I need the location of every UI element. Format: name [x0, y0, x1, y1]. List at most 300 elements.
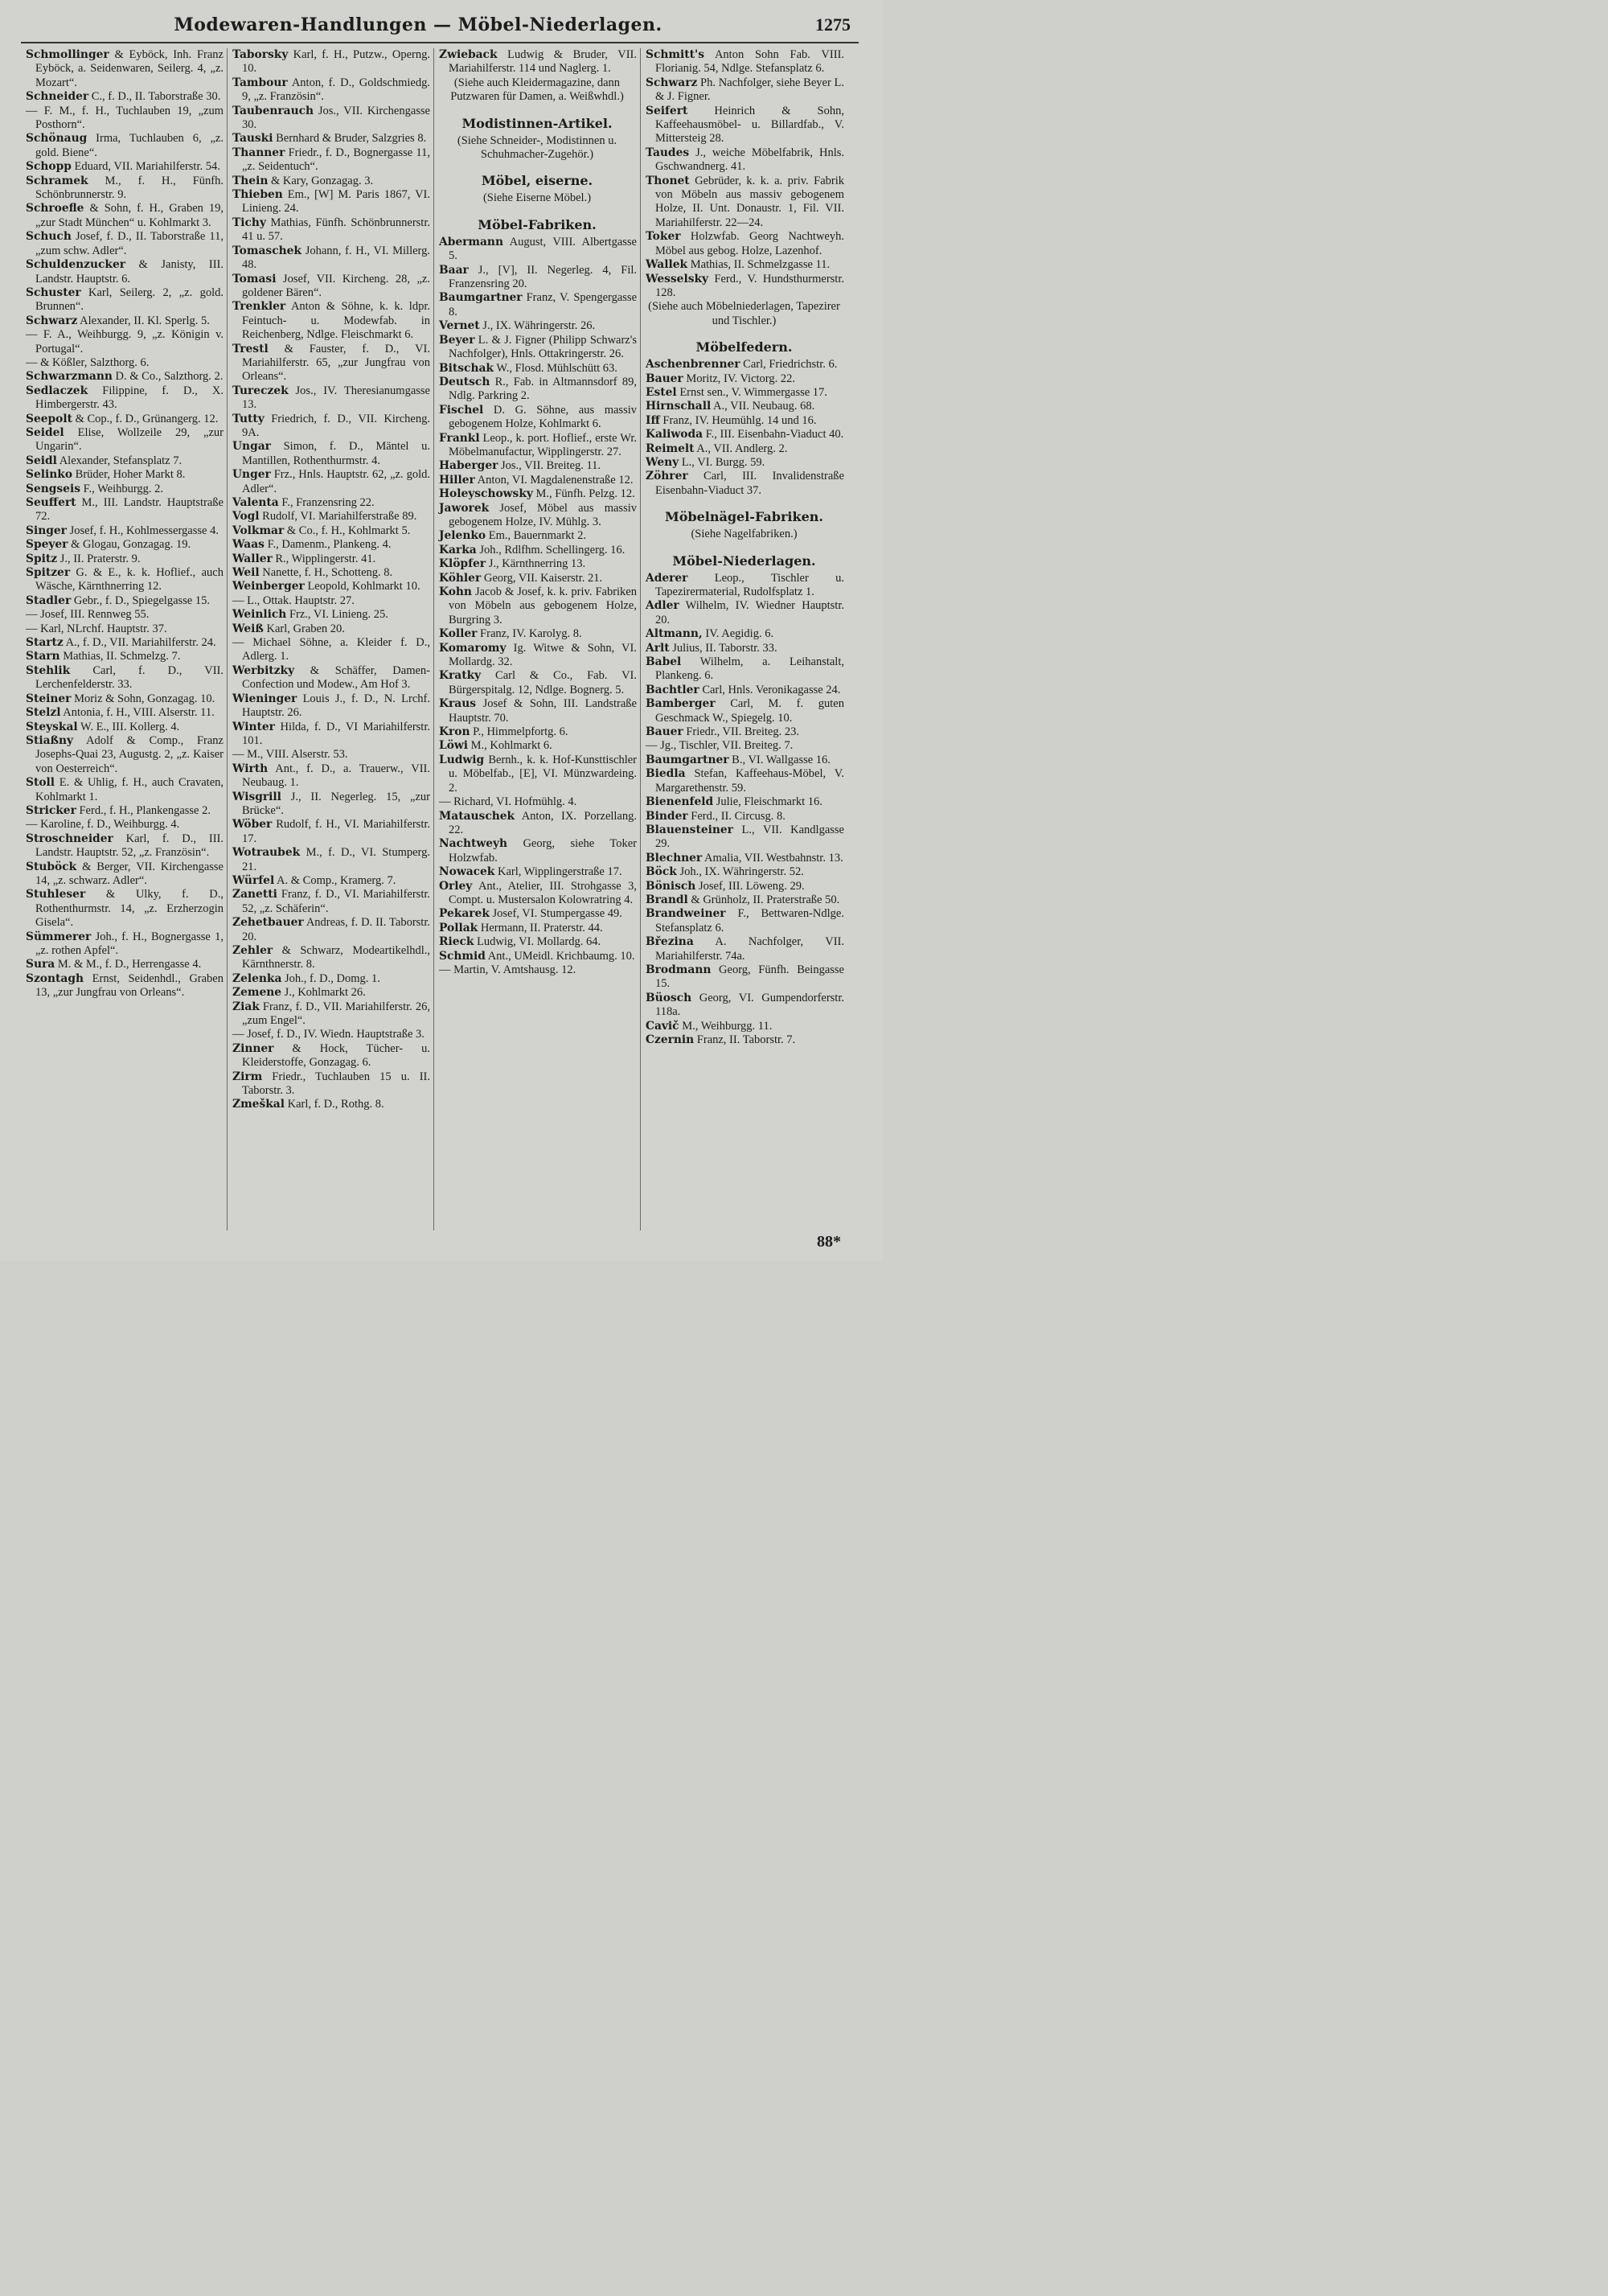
entry-name: Köhler — [439, 571, 482, 585]
directory-entry — [231, 48, 430, 76]
directory-entry — [644, 273, 844, 301]
entry-details: — Richard, VI. Hofmühlg. 4. — [439, 795, 577, 809]
entry-name: Wisgrill — [232, 790, 281, 803]
entry-name: Kratky — [439, 669, 482, 683]
directory-entry — [437, 376, 637, 404]
entry-name: Steyskal — [26, 720, 78, 733]
cross-reference-note: (Siehe auch Möbelniederlagen, Tapezirer und Tischler.) — [648, 300, 840, 327]
entry-name: Unger — [232, 468, 271, 482]
directory-entry — [644, 852, 844, 865]
directory-entry — [231, 692, 430, 721]
entry-name: Aderer — [646, 571, 688, 585]
entry-details: E. & Uhlig, f. H., auch Cravaten, Kohlmarkt 1. — [35, 776, 224, 803]
entry-name: Weinberger — [232, 580, 305, 594]
directory-entry — [24, 160, 224, 174]
entry-details: Karl, f. H., Putzw., Operng. 10. — [242, 48, 430, 76]
entry-name: Schwarzmann — [26, 370, 113, 384]
entry-details: — Josef, f. D., IV. Wiedn. Hauptstraße 3. — [232, 1028, 425, 1041]
entry-name: Seuffert — [26, 496, 76, 509]
directory-entry — [24, 776, 224, 804]
directory-entry — [644, 893, 844, 907]
directory-entry — [437, 907, 637, 921]
directory-entry — [437, 697, 637, 725]
entry-details: Frz., VI. Linieng. 25. — [286, 608, 388, 622]
entry-details: August, VIII. Albertgasse 5. — [449, 235, 637, 263]
entry-details: & Co., f. H., Kohlmarkt 5. — [284, 524, 411, 537]
entry-name: Tomasi — [232, 272, 277, 285]
directory-entry — [644, 697, 844, 725]
directory-entry — [644, 907, 844, 935]
directory-entry — [644, 414, 844, 428]
entry-details: Mathias, Fünfh. Schönbrunnerstr. 41 u. 57. — [242, 216, 430, 244]
entry-details: — Karoline, f. D., Weihburgg. 4. — [26, 818, 180, 832]
directory-entry — [644, 442, 844, 456]
directory-entry — [24, 90, 224, 104]
entry-details: L., VI. Burgg. 59. — [679, 455, 765, 469]
entry-name: Stiaßny — [26, 733, 74, 747]
directory-entry — [231, 636, 430, 664]
entry-name: Komaromy — [439, 641, 507, 655]
cross-reference-note: (Siehe Nagelfabriken.) — [691, 528, 798, 541]
section-heading: Möbelfedern. — [695, 339, 793, 355]
entry-name: Weil — [232, 566, 260, 580]
directory-page — [0, 0, 883, 1261]
directory-entry — [437, 935, 637, 949]
entry-details: Josef & Sohn, III. Landstraße Hauptstr. 70. — [449, 697, 637, 725]
entry-details: Frz., Hnls. Hauptstr. 62, „z. gold. Adler“. — [242, 468, 430, 495]
directory-entry — [437, 810, 637, 838]
entry-details: F., Damenm., Plankeng. 4. — [264, 538, 392, 552]
entry-details: M., III. Landstr. Hauptstraße 72. — [35, 496, 224, 524]
entry-name: Schwarz — [26, 314, 78, 327]
directory-entry — [644, 599, 844, 627]
directory-entry — [644, 175, 844, 231]
directory-entry — [437, 585, 637, 627]
directory-entry — [644, 146, 844, 175]
directory-entry — [644, 76, 844, 105]
entry-details: J., Kärnthnerring 13. — [486, 557, 586, 571]
entry-details: Alexander, Stefansplatz 7. — [56, 454, 183, 467]
column-1 — [21, 48, 228, 1230]
entry-details: Ant., f. D., a. Trauerw., VII. Neubaug. 1. — [242, 762, 430, 790]
entry-details: B., VI. Wallgasse 16. — [728, 753, 831, 766]
entry-name: Stricker — [26, 803, 76, 817]
entry-details: A., VII. Neubaug. 68. — [711, 400, 815, 413]
directory-entry — [437, 725, 637, 739]
entry-name: Zelenka — [232, 971, 282, 985]
directory-entry — [24, 958, 224, 971]
directory-entry — [231, 105, 430, 133]
entry-name: Matauschek — [439, 809, 515, 823]
entry-name: Bauer — [646, 372, 683, 385]
entry-details: Nanette, f. H., Schotteng. 8. — [259, 566, 393, 580]
entry-details: Friedrich, f. D., VII. Kircheng. 9A. — [242, 412, 430, 439]
entry-details: F., Bettwaren-Ndlge. Stefansplatz 6. — [655, 907, 844, 934]
entry-name: Spitz — [26, 552, 58, 565]
entry-name: Thieben — [232, 188, 283, 202]
directory-entry — [24, 286, 224, 314]
cross-reference-note: (Siehe auch Kleidermagazine, dann Putzwaren für Damen, a. Weißwhdl.) — [450, 76, 624, 104]
directory-entry — [231, 916, 430, 944]
entry-name: Bamberger — [646, 697, 716, 711]
entry-name: Babel — [646, 655, 682, 669]
directory-entry — [231, 76, 430, 105]
entry-name: Zirm — [232, 1070, 263, 1083]
entry-details: Leop., k. port. Hoflief., erste Wr. Möbelmanufactur, Wipplingerstr. 27. — [449, 431, 637, 458]
entry-details: A., f. D., VII. Mariahilferstr. 24. — [63, 636, 216, 650]
column-3 — [434, 48, 641, 1230]
entry-details: Jacob & Josef, k. k. priv. Fabriken von Möbeln aus gebogenem Holze, Burgring 3. — [449, 585, 637, 626]
entry-details: Karl, Wipplingerstraße 17. — [494, 865, 622, 879]
entry-details: M. & M., f. D., Herrengasse 4. — [55, 958, 202, 971]
entry-name: Trenkler — [232, 300, 286, 314]
entry-details: Ig. Witwe & Sohn, VI. Mollardg. 32. — [449, 641, 637, 669]
entry-details: Friedr., VII. Breiteg. 23. — [683, 725, 799, 739]
entry-name: Wallek — [646, 258, 688, 272]
entry-name: Tambour — [232, 76, 288, 89]
directory-entry — [437, 432, 637, 460]
entry-name: Brodmann — [646, 963, 712, 976]
entry-name: Abermann — [439, 235, 503, 248]
entry-name: Zmeškal — [232, 1098, 285, 1111]
directory-entry — [644, 810, 844, 824]
entry-name: Iff — [646, 413, 660, 427]
entry-name: Baumgartner — [646, 753, 729, 766]
entry-name: Schramek — [26, 174, 88, 187]
entry-name: Koller — [439, 627, 478, 641]
entry-details: — Michael Söhne, a. Kleider f. D., Adlerg. 1. — [232, 636, 430, 663]
entry-details: Georg, VI. Gumpendorferstr. 118a. — [655, 991, 844, 1019]
directory-entry — [231, 1070, 430, 1099]
entry-name: Vernet — [439, 319, 480, 333]
entry-name: Würfel — [232, 873, 275, 887]
section-heading: Modistinnen-Artikel. — [461, 115, 613, 131]
entry-details: Amalia, VII. Westbahnstr. 13. — [702, 851, 843, 865]
entry-details: & Ulky, f. D., Rothenthurmstr. 14, „z. Erzherzogin Gisela“. — [35, 888, 224, 930]
entry-details: L., VII. Kandlgasse 29. — [655, 823, 844, 851]
entry-details: & Hock, Tücher- u. Kleiderstoffe, Gonzagag. 6. — [242, 1041, 430, 1070]
directory-entry — [24, 734, 224, 776]
entry-details: Georg, Fünfh. Beingasse 15. — [655, 963, 844, 991]
entry-details: Mathias, II. Schmelzg. 7. — [59, 650, 181, 663]
entry-details: Jos., VII. Kirchengasse 30. — [242, 104, 430, 132]
directory-entry — [437, 963, 637, 977]
entry-details: Bernhard & Bruder, Salzgries 8. — [273, 132, 427, 146]
entry-name: Estel — [646, 385, 677, 399]
entry-name: Seifert — [646, 104, 688, 117]
entry-name: Waas — [232, 538, 265, 552]
columns — [21, 48, 859, 1230]
entry-name: Speyer — [26, 538, 68, 552]
entry-name: Seidel — [26, 425, 64, 439]
directory-entry — [644, 258, 844, 272]
entry-details: Josef, f. H., Kohlmessergasse 4. — [66, 524, 219, 537]
entry-details: Ant., Atelier, III. Strohgasse 3, Compt. u. Mustersalon Kolowratring 4. — [449, 879, 637, 906]
entry-name: Kraus — [439, 697, 476, 711]
entry-details: Johann, f. H., VI. Millerg. 48. — [242, 244, 430, 272]
entry-name: Schroefle — [26, 202, 84, 216]
entry-details: & Sohn, f. H., Graben 19, „zur Stadt München“ u. Kohlmarkt 3. — [35, 202, 224, 229]
entry-details: Franz, IV. Heumühlg. 14 und 16. — [659, 413, 817, 427]
entry-details: Elise, Wollzeile 29, „zur Ungarin“. — [35, 425, 224, 454]
entry-name: Stuböck — [26, 860, 77, 873]
directory-entry — [24, 483, 224, 496]
directory-entry — [231, 748, 430, 762]
entry-name: Toker — [646, 230, 681, 244]
entry-name: Seepolt — [26, 412, 72, 425]
entry-details: Ernst, Seidenhdl., Graben 13, „zur Jungfrau von Orleans“. — [35, 971, 224, 1000]
directory-entry — [437, 950, 637, 963]
signature-mark: 88* — [817, 1233, 841, 1251]
entry-name: Schönaug — [26, 132, 88, 146]
entry-details: Carl, f. D., VII. Lerchenfelderstr. 33. — [35, 663, 224, 692]
entry-name: Bauer — [646, 725, 683, 739]
entry-details: Brüder, Hoher Markt 8. — [72, 468, 186, 482]
directory-entry — [24, 664, 224, 692]
entry-name: Thein — [232, 174, 269, 187]
directory-entry — [437, 627, 637, 641]
directory-entry — [644, 1020, 844, 1033]
entry-name: Tichy — [232, 216, 266, 229]
entry-name: Tutty — [232, 412, 265, 425]
entry-name: Holeyschowsky — [439, 487, 533, 501]
directory-entry — [437, 865, 637, 879]
entry-details: Rudolf, VI. Mariahilferstraße 89. — [259, 510, 417, 524]
entry-name: Biedla — [646, 767, 686, 781]
entry-details: Georg, VII. Kaiserstr. 21. — [481, 571, 603, 585]
directory-entry — [24, 818, 224, 832]
directory-entry — [24, 314, 224, 328]
directory-entry — [24, 132, 224, 160]
entry-details: Louis J., f. D., N. Lrchf. Hauptstr. 26. — [242, 692, 430, 720]
directory-entry — [644, 1033, 844, 1047]
entry-details: M., f. H., Fünfh. Schönbrunnerstr. 9. — [35, 174, 224, 202]
entry-details: — L., Ottak. Hauptstr. 27. — [232, 594, 355, 607]
directory-entry — [231, 538, 430, 552]
entry-details: — Karl, NLrchf. Hauptstr. 37. — [26, 622, 167, 635]
entry-details: & Grünholz, II. Praterstraße 50. — [687, 893, 840, 906]
entry-name: Binder — [646, 809, 688, 823]
entry-name: Pekarek — [439, 907, 490, 921]
entry-details: Anton Sohn Fab. VIII. Florianig. 54, Ndlge. Stefansplatz 6. — [655, 48, 844, 76]
entry-details: Josef, VII. Kircheng. 28, „z. goldener Bären“. — [242, 272, 430, 299]
entry-name: Startz — [26, 636, 64, 650]
entry-details: Anton, IX. Porzellang. 22. — [449, 809, 637, 836]
entry-details: Joh., f. H., Bognergasse 1, „z. rothen Apfel“. — [35, 930, 224, 957]
entry-name: Büosch — [646, 991, 692, 1004]
entry-details: Carl, Hnls. Veronikagasse 24. — [699, 683, 841, 696]
directory-entry — [644, 935, 844, 963]
directory-entry — [437, 669, 637, 697]
entry-name: Sura — [26, 958, 55, 971]
entry-details: Wilhelm, IV. Wiedner Hauptstr. 20. — [655, 599, 844, 626]
entry-name: Stoll — [26, 776, 55, 790]
entry-details: Bernh., k. k. Hof-Kunsttischler u. Möbelfab., [E], VI. Münzwardeing. 2. — [449, 753, 637, 795]
entry-details: Wilhelm, a. Leihanstalt, Plankeng. 6. — [655, 655, 844, 683]
entry-name: Vogl — [232, 510, 260, 524]
entry-details: Franz, II. Taborstr. 7. — [694, 1033, 796, 1046]
entry-details: D. G. Söhne, aus massiv gebogenem Holze, Kohlmarkt 6. — [449, 403, 637, 431]
entry-details: Eduard, VII. Mariahilferstr. 54. — [71, 160, 220, 174]
entry-name: Hirnschall — [646, 400, 712, 413]
directory-entry — [644, 824, 844, 852]
section-heading: Möbel-Niederlagen. — [672, 552, 816, 569]
directory-entry — [24, 594, 224, 608]
directory-entry — [644, 684, 844, 697]
directory-entry — [231, 440, 430, 468]
entry-details: & Janisty, III. Landstr. Hauptstr. 6. — [35, 258, 224, 285]
directory-entry — [644, 642, 844, 655]
directory-entry — [231, 791, 430, 819]
directory-entry — [437, 529, 637, 543]
directory-entry — [644, 865, 844, 879]
directory-entry — [231, 566, 430, 580]
directory-entry — [24, 972, 224, 1000]
directory-entry — [644, 372, 844, 386]
entry-details: A. Nachfolger, VII. Mariahilferstr. 74a. — [655, 935, 844, 963]
entry-details: & Glogau, Gonzagag. 19. — [68, 538, 191, 552]
entry-name: Weny — [646, 455, 679, 469]
entry-name: Schneider — [26, 90, 89, 104]
entry-details: — Josef, III. Rennweg 55. — [26, 608, 150, 622]
entry-details: F., III. Eisenbahn-Viaduct 40. — [703, 428, 844, 442]
directory-entry — [231, 146, 430, 175]
directory-entry — [231, 622, 430, 636]
entry-name: Kron — [439, 725, 470, 739]
entry-name: Ludwig — [439, 753, 485, 766]
entry-name: Stelzl — [26, 706, 61, 720]
entry-name: Březina — [646, 935, 694, 949]
entry-name: Ziak — [232, 1000, 260, 1013]
directory-entry — [644, 572, 844, 600]
entry-details: J., [V], II. Negerleg. 4, Fil. Franzensring 20. — [449, 263, 637, 291]
entry-details: Josef, VI. Stumpergasse 49. — [489, 907, 622, 921]
entry-details: Leop., Tischler u. Tapezirermaterial, Rudolfsplatz 1. — [655, 571, 844, 598]
entry-details: — Jg., Tischler, VII. Breiteg. 7. — [646, 739, 794, 753]
entry-name: Baumgartner — [439, 291, 523, 305]
entry-name: Schopp — [26, 160, 72, 174]
entry-details: — & Kößler, Salzthorg. 6. — [26, 355, 150, 369]
directory-entry — [437, 880, 637, 908]
entry-details: Josef, III. Löweng. 29. — [695, 879, 805, 893]
entry-name: Bachtler — [646, 683, 699, 696]
directory-entry — [437, 236, 637, 264]
entry-name: Thonet — [646, 174, 690, 187]
entry-name: Reimelt — [646, 442, 695, 455]
entry-details: Mathias, II. Schmelzgasse 11. — [687, 258, 831, 272]
directory-entry — [437, 474, 637, 487]
directory-entry — [231, 384, 430, 413]
directory-entry — [231, 1000, 430, 1029]
entry-name: Rieck — [439, 935, 474, 949]
entry-name: Tomaschek — [232, 244, 302, 257]
directory-entry — [644, 739, 844, 753]
entry-name: Beyer — [439, 333, 475, 347]
directory-entry — [644, 105, 844, 146]
entry-name: Zöhrer — [646, 470, 688, 483]
entry-details: — Martin, V. Amtshausg. 12. — [439, 963, 576, 976]
entry-name: Wöber — [232, 818, 273, 832]
entry-details: Simon, f. D., Mäntel u. Mantillen, Rothenthurmstr. 4. — [242, 440, 430, 467]
entry-name: Wirth — [232, 762, 269, 775]
entry-name: Deutsch — [439, 375, 490, 388]
entry-details: Em., Bauernmarkt 2. — [486, 529, 586, 543]
directory-entry — [231, 244, 430, 273]
entry-details: & Schwarz, Modeartikelhdl., Kärnthnerstr. 8. — [242, 944, 430, 971]
entry-details: W., Flosd. Mühlschütt 63. — [493, 361, 617, 375]
directory-entry — [437, 572, 637, 585]
entry-name: Schmollinger — [26, 48, 109, 61]
entry-details: Hermann, II. Praterstr. 44. — [478, 921, 603, 934]
entry-details: Karl, f. D., Rothg. 8. — [284, 1098, 384, 1111]
directory-entry — [231, 986, 430, 1000]
entry-details: IV. Aegidig. 6. — [702, 627, 774, 641]
entry-name: Winter — [232, 720, 275, 733]
entry-details: Carl & Co., Fab. VI. Bürgerspitalg. 12, Ndlge. Bognerg. 5. — [449, 669, 637, 696]
entry-details: Alexander, II. Kl. Sperlg. 5. — [77, 314, 210, 327]
directory-entry — [437, 459, 637, 473]
entry-details: Josef, f. D., II. Taborstraße 11, „zum schw. Adler“. — [35, 230, 224, 257]
directory-entry — [24, 413, 224, 426]
entry-name: Haberger — [439, 459, 498, 473]
entry-name: Ungar — [232, 440, 271, 454]
entry-name: Schuch — [26, 230, 72, 244]
entry-name: Stadler — [26, 594, 72, 607]
entry-name: Löwi — [439, 739, 469, 753]
directory-entry — [231, 888, 430, 916]
entry-name: Schuster — [26, 285, 81, 299]
entry-details: M., Fünfh. Pelzg. 12. — [532, 487, 635, 501]
entry-details: M., f. D., VI. Stumperg. 21. — [242, 846, 430, 873]
entry-name: Selinko — [26, 468, 73, 482]
entry-details: Julie, Fleischmarkt 16. — [713, 795, 822, 809]
entry-details: Ferd., II. Circusg. 8. — [687, 809, 786, 823]
directory-entry — [231, 524, 430, 538]
directory-entry — [231, 300, 430, 342]
entry-details: Holzwfab. Georg Nachtweyh. Möbel aus gebog. Holze, Lazenhof. — [655, 230, 844, 257]
section-heading: Möbel-Fabriken. — [478, 216, 597, 232]
directory-entry — [644, 627, 844, 641]
entry-details: Joh., Rdlfhm. Schellingerg. 16. — [476, 543, 626, 557]
entry-name: Frankl — [439, 431, 480, 445]
directory-entry — [24, 370, 224, 384]
directory-entry — [231, 594, 430, 608]
entry-name: Thanner — [232, 146, 285, 159]
entry-name: Sengseis — [26, 482, 80, 495]
entry-details: Franz, f. D., VI. Mariahilferstr. 52, „z. Schäferin“. — [242, 888, 430, 915]
directory-entry — [231, 1042, 430, 1070]
entry-name: Orley — [439, 879, 473, 893]
entry-details: Josef, Möbel aus massiv gebogenem Holze, IV. Mühlg. 3. — [449, 501, 637, 528]
entry-name: Adler — [646, 599, 679, 613]
entry-details: A. & Comp., Kramerg. 7. — [274, 873, 396, 887]
entry-details: M., Weihburgg. 11. — [679, 1019, 773, 1033]
entry-details: F., Weihburgg. 2. — [80, 482, 164, 495]
entry-details: Irma, Tuchlauben 6, „z. gold. Biene“. — [35, 132, 224, 159]
directory-entry — [24, 105, 224, 133]
entry-name: Sedlaczek — [26, 384, 88, 397]
entry-details: Stefan, Kaffeehaus-Möbel, V. Margarethenstr. 59. — [655, 767, 844, 795]
entry-name: Seidl — [26, 454, 57, 467]
entry-name: Nowacek — [439, 865, 495, 879]
entry-name: Trestl — [232, 342, 269, 355]
entry-name: Tureczek — [232, 384, 289, 397]
cross-reference-note: (Siehe Schneider-, Modistinnen u. Schuhmacher-Zugehör.) — [457, 133, 617, 162]
directory-entry — [231, 664, 430, 692]
directory-entry — [24, 258, 224, 286]
entry-name: Stehlik — [26, 663, 71, 677]
entry-name: Hiller — [439, 473, 475, 487]
